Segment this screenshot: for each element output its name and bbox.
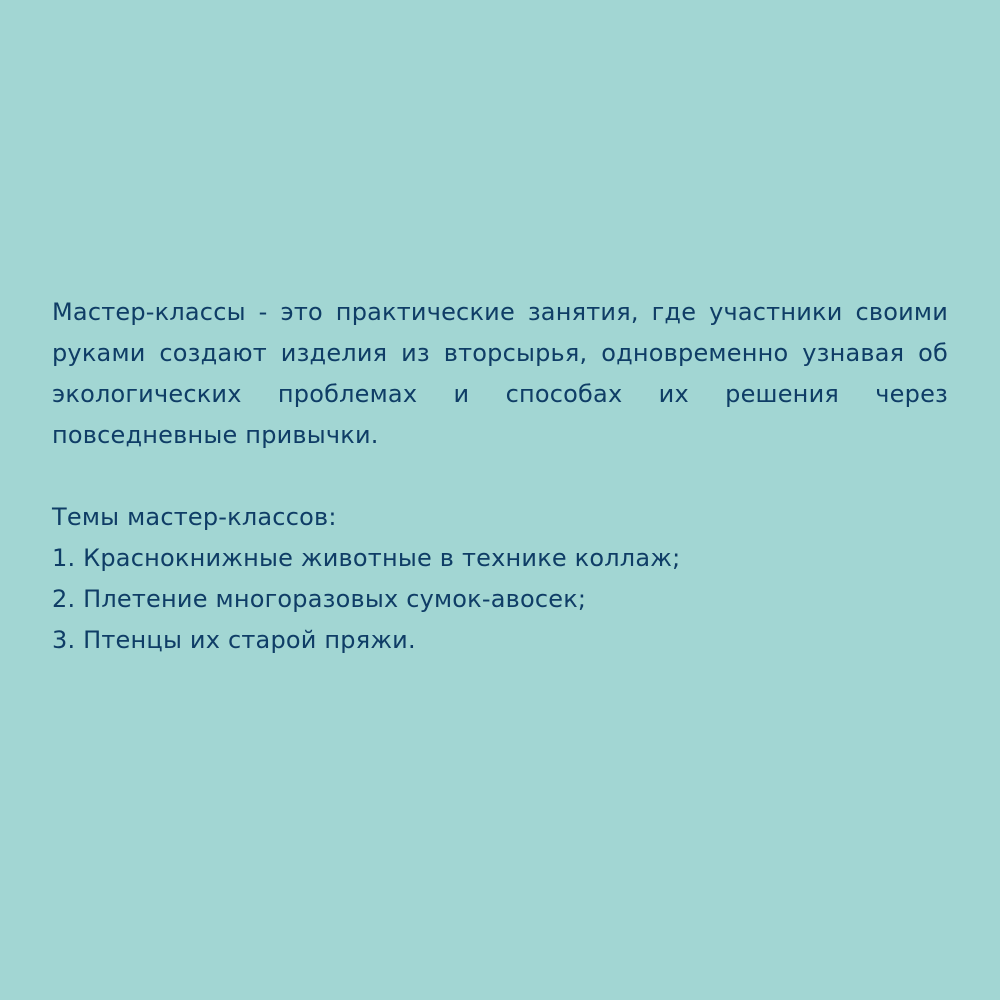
text-content — [52, 292, 948, 661]
topic-item: 1. Краснокнижные животные в технике коллаж; — [52, 544, 681, 572]
topics-heading: Темы мастер-классов: — [52, 503, 337, 531]
topics-list — [52, 538, 948, 661]
topic-item: 2. Плетение многоразовых сумок-авосек; — [52, 585, 587, 613]
topic-item: 3. Птенцы их старой пряжи. — [52, 626, 416, 654]
intro-paragraph: Мастер-классы - это практические занятия, где участники своими руками создают изделия из вторсырья, одновременно узнавая об экологических проблемах и способах их решения через повседневные привычки. — [52, 298, 948, 449]
